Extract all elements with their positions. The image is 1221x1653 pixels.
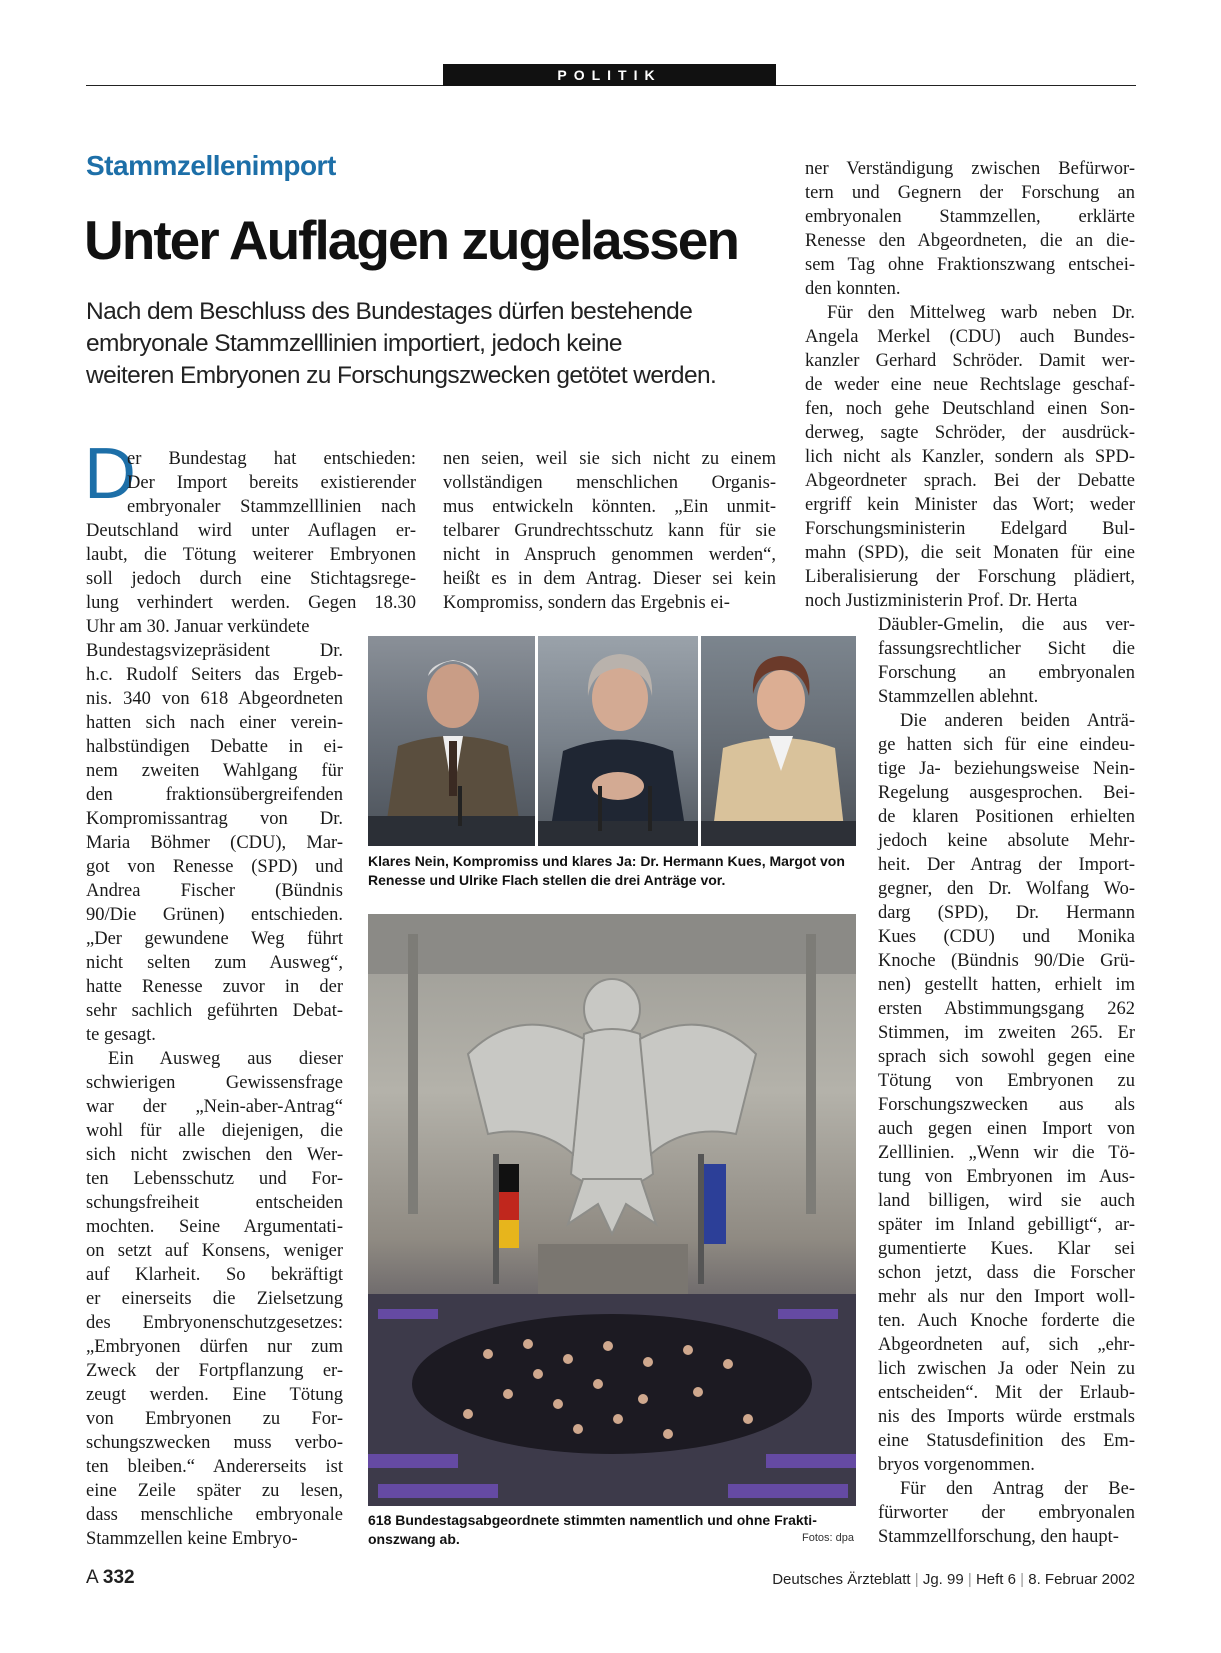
- section-label: POLITIK: [443, 64, 776, 86]
- text-line: fassungsrechtlicher Sicht die: [878, 639, 1135, 659]
- text-line: nis des Imports würde erstmals: [878, 1407, 1135, 1427]
- text-line: er Bundestag hat entschieden:: [127, 449, 416, 469]
- text-line: got von Renesse (SPD) und: [86, 857, 343, 877]
- article-headline: Unter Auflagen zugelassen: [84, 209, 738, 271]
- text-line: ergriff kein Minister das Wort; weder: [805, 495, 1135, 515]
- text-line: Zelllinien. „Wenn wir die Tö-: [878, 1143, 1135, 1163]
- text-line: mus entwickeln könnten. „Ein unmit-: [443, 497, 776, 517]
- column-1-narrow: [86, 639, 343, 1551]
- text-line: er einerseits die Zielsetzung: [86, 1289, 343, 1309]
- text-line: nen seien, weil sie sich nicht zu einem: [443, 449, 776, 469]
- text-line: auch gegen einen Import von: [878, 1119, 1135, 1139]
- photo-credit: Fotos: dpa: [802, 1532, 854, 1544]
- text-line: eine Statusdefinition des Em-: [878, 1431, 1135, 1451]
- text-line: sich nicht zwischen den Wer-: [86, 1145, 343, 1165]
- text-line: Liberalisierung der Forschung plädiert,: [805, 567, 1135, 587]
- text-line: Däubler-Gmelin, die aus ver-: [878, 615, 1135, 635]
- text-line: Für den Mittelweg warb neben Dr.: [827, 303, 1135, 323]
- journal-date: 8. Februar 2002: [1028, 1571, 1135, 1588]
- text-line: Bundestagsvizepräsident Dr.: [86, 641, 343, 661]
- text-line: tung von Embryonen im Aus-: [878, 1167, 1135, 1187]
- lead-line: weiteren Embryonen zu Forschungszwecken getötet werden.: [86, 362, 717, 389]
- text-line: schwierigen Gewissensfrage: [86, 1073, 343, 1093]
- text-line: Andrea Fischer (Bündnis: [86, 881, 343, 901]
- text-line: Stammzellen keine Embryo-: [86, 1529, 298, 1549]
- text-line: den konnten.: [805, 279, 901, 299]
- photo-speaker-renesse: [538, 636, 698, 846]
- journal-issue: Heft 6: [975, 1571, 1016, 1588]
- text-line: dass menschliche embryonale: [86, 1505, 343, 1525]
- text-line: kanzler Gerhard Schröder. Damit wer-: [805, 351, 1135, 371]
- journal-name: Deutsches Ärzteblatt: [772, 1571, 911, 1588]
- article-lead: [86, 296, 766, 392]
- text-line: noch Justizministerin Prof. Dr. Herta: [805, 591, 1078, 611]
- column-3-top: [805, 157, 1135, 613]
- text-line: hatte Renesse zuvor in der: [86, 977, 343, 997]
- text-line: nicht in Anspruch genommen werden“,: [443, 545, 776, 565]
- text-line: ersten Abstimmungsgang 262: [878, 999, 1135, 1019]
- text-line: heißt es in dem Antrag. Dieser sei kein: [443, 569, 776, 589]
- text-line: Forschungsministerin Edelgard Bul-: [805, 519, 1135, 539]
- drop-cap: D: [84, 434, 136, 514]
- text-line: fürworter der embryonalen: [878, 1503, 1135, 1523]
- text-line: Forschungszwecken aus als: [878, 1095, 1135, 1115]
- text-line: Die anderen beiden Anträ-: [900, 711, 1135, 731]
- journal-volume: Jg. 99: [922, 1571, 964, 1588]
- text-line: Regelung ausgesprochen. Bei-: [878, 783, 1135, 803]
- text-line: mahn (SPD), die seit Monaten für eine: [805, 543, 1135, 563]
- text-line: embryonaler Stammzelllinien nach: [127, 497, 416, 517]
- caption-line: Klares Nein, Kompromiss und klares Ja: Dr. Hermann Kues, Margot von: [368, 853, 845, 869]
- text-line: von Embryonen zu For-: [86, 1409, 343, 1429]
- text-line: Kompromissantrag von Dr.: [86, 809, 343, 829]
- text-line: halbstündigen Debatte in ei-: [86, 737, 343, 757]
- footer-separator: |: [967, 1571, 972, 1588]
- caption-line: Renesse und Ulrike Flach stellen die drei Anträge vor.: [368, 872, 726, 888]
- speaker-illustration: [701, 636, 856, 846]
- text-line: fen, noch gehe Deutschland einen Son-: [805, 399, 1135, 419]
- text-line: mehr als nur den Import woll-: [878, 1287, 1135, 1307]
- text-line: vollständigen menschlichen Organis-: [443, 473, 776, 493]
- text-line: darg (SPD), Dr. Hermann: [878, 903, 1135, 923]
- text-line: sehr sachlich geführten Debat-: [86, 1001, 343, 1021]
- text-line: Deutschland wird unter Auflagen er-: [86, 521, 416, 541]
- text-line: gegner, den Dr. Wolfang Wo-: [878, 879, 1135, 899]
- text-line: te gesagt.: [86, 1025, 156, 1045]
- text-line: auf Klarheit. So bekräftigt: [86, 1265, 343, 1285]
- text-line: derweg, sagte Schröder, der ausdrück-: [805, 423, 1135, 443]
- text-line: gumentierte Kues. Klar sei: [878, 1239, 1135, 1259]
- text-line: schon jetzt, dass die Forscher: [878, 1263, 1135, 1283]
- text-line: schungszwecken muss verbo-: [86, 1433, 343, 1453]
- text-line: land billigen, wird sie auch: [878, 1191, 1135, 1211]
- text-line: ner Verständigung zwischen Befürwor-: [805, 159, 1135, 179]
- footer-separator: |: [914, 1571, 919, 1588]
- text-line: nen) gestellt hatten, erhielt im: [878, 975, 1135, 995]
- column-3-narrow: [878, 613, 1135, 1549]
- text-line: Maria Böhmer (CDU), Mar-: [86, 833, 343, 853]
- text-line: de weder eine neue Rechtslage geschaf-: [805, 375, 1135, 395]
- photo-caption-speakers: [368, 852, 858, 890]
- photo-caption-plenary: [368, 1511, 858, 1549]
- text-line: den fraktionsübergreifenden: [86, 785, 343, 805]
- text-line: Abgeordneten auf, sich „ehr-: [878, 1335, 1135, 1355]
- text-line: schungsfreiheit entscheiden: [86, 1193, 343, 1213]
- text-line: zeugt werden. Eine Tötung: [86, 1385, 343, 1405]
- journal-info: [772, 1571, 1135, 1588]
- column-2: [443, 447, 776, 615]
- text-line: „Der gewundene Weg führt: [86, 929, 343, 949]
- text-line: hatten sich nach einer verein-: [86, 713, 343, 733]
- text-line: eine Zeile später zu lesen,: [86, 1481, 343, 1501]
- text-line: de klaren Positionen erhielten: [878, 807, 1135, 827]
- text-line: laubt, die Tötung weiterer Embryonen: [86, 545, 416, 565]
- text-line: jedoch keine absolute Mehr-: [878, 831, 1135, 851]
- text-line: Kompromiss, sondern das Ergebnis ei-: [443, 593, 730, 613]
- text-line: Abgeordneter sprach. Bei der Debatte: [805, 471, 1135, 491]
- text-line: Angela Merkel (CDU) auch Bundes-: [805, 327, 1135, 347]
- text-line: 90/Die Grünen) entschieden.: [86, 905, 343, 925]
- text-line: lung verhindert werden. Gegen 18.30: [86, 593, 416, 613]
- text-line: soll jedoch durch eine Stichtagsrege-: [86, 569, 416, 589]
- lead-line: Nach dem Beschluss des Bundestages dürfen bestehende: [86, 298, 693, 325]
- page-number-value: 332: [102, 1567, 135, 1588]
- article-kicker: Stammzellenimport: [86, 150, 336, 181]
- text-line: Uhr am 30. Januar verkündete: [86, 617, 310, 637]
- text-line: nem zweiten Wahlgang für: [86, 761, 343, 781]
- text-line: lich nicht als Kanzler, sondern als SPD-: [805, 447, 1135, 467]
- text-line: Renesse den Abgeordneten, die an die-: [805, 231, 1135, 251]
- text-line: Für den Antrag der Be-: [900, 1479, 1135, 1499]
- plenary-illustration: [368, 914, 856, 1506]
- text-line: wohl für alle diejenigen, die: [86, 1121, 343, 1141]
- text-line: sem Tag ohne Fraktionszwang entschei-: [805, 255, 1135, 275]
- text-line: tige Ja- beziehungsweise Nein-: [878, 759, 1135, 779]
- text-line: Kues (CDU) und Monika: [878, 927, 1135, 947]
- text-line: ge hatten sich für eine eindeu-: [878, 735, 1135, 755]
- text-line: lich zwischen Ja oder Nein zu: [878, 1359, 1135, 1379]
- text-line: Knoche (Bündnis 90/Die Grü-: [878, 951, 1135, 971]
- text-line: entscheiden“. Mit der Erlaub-: [878, 1383, 1135, 1403]
- text-line: Ein Ausweg aus dieser: [108, 1049, 343, 1069]
- column-1-top: [86, 447, 416, 639]
- caption-line: 618 Bundestagsabgeordnete stimmten namentlich und ohne Frakti-: [368, 1512, 817, 1528]
- text-line: Stammzellforschung, den haupt-: [878, 1527, 1119, 1547]
- text-line: Stimmen, im zweiten 265. Er: [878, 1023, 1135, 1043]
- caption-line: onszwang ab.: [368, 1531, 460, 1547]
- text-line: embryonalen Stammzellen, erklärte: [805, 207, 1135, 227]
- page-prefix: A: [86, 1567, 98, 1588]
- text-line: „Embryonen dürfen nur zum: [86, 1337, 343, 1357]
- text-line: heit. Der Antrag der Import-: [878, 855, 1135, 875]
- text-line: des Embryonenschutzgesetzes:: [86, 1313, 343, 1333]
- photo-speaker-flach: [701, 636, 856, 846]
- text-line: tern und Gegnern der Forschung an: [805, 183, 1135, 203]
- photo-speaker-kues: [368, 636, 535, 846]
- text-line: Der Import bereits existierender: [127, 473, 416, 493]
- text-line: Zweck der Fortpflanzung er-: [86, 1361, 343, 1381]
- text-line: h.c. Rudolf Seiters das Ergeb-: [86, 665, 343, 685]
- text-line: war der „Nein-aber-Antrag“: [86, 1097, 343, 1117]
- text-line: Tötung von Embryonen zu: [878, 1071, 1135, 1091]
- text-line: on setzt auf Konsens, weniger: [86, 1241, 343, 1261]
- text-line: mochten. Seine Argumentati-: [86, 1217, 343, 1237]
- text-line: sprach sich sowohl gegen eine: [878, 1047, 1135, 1067]
- text-line: ten Lebensschutz und For-: [86, 1169, 343, 1189]
- text-line: ten. Auch Knoche forderte die: [878, 1311, 1135, 1331]
- text-line: ten bleiben.“ Andererseits ist: [86, 1457, 343, 1477]
- speaker-illustration: [538, 636, 698, 846]
- page-number: [86, 1567, 135, 1589]
- text-line: telbarer Grundrechtsschutz kann für sie: [443, 521, 776, 541]
- footer-separator: |: [1020, 1571, 1025, 1588]
- lead-line: embryonale Stammzelllinien importiert, jedoch keine: [86, 330, 622, 357]
- text-line: später im Inland gebilligt“, ar-: [878, 1215, 1135, 1235]
- photo-bundestag-plenary: [368, 914, 856, 1506]
- text-line: Forschung an embryonalen: [878, 663, 1135, 683]
- speaker-illustration: [368, 636, 535, 846]
- text-line: nis. 340 von 618 Abgeordneten: [86, 689, 343, 709]
- text-line: Stammzellen ablehnt.: [878, 687, 1039, 707]
- text-line: bryos vorgenommen.: [878, 1455, 1035, 1475]
- text-line: nicht selten zum Ausweg“,: [86, 953, 343, 973]
